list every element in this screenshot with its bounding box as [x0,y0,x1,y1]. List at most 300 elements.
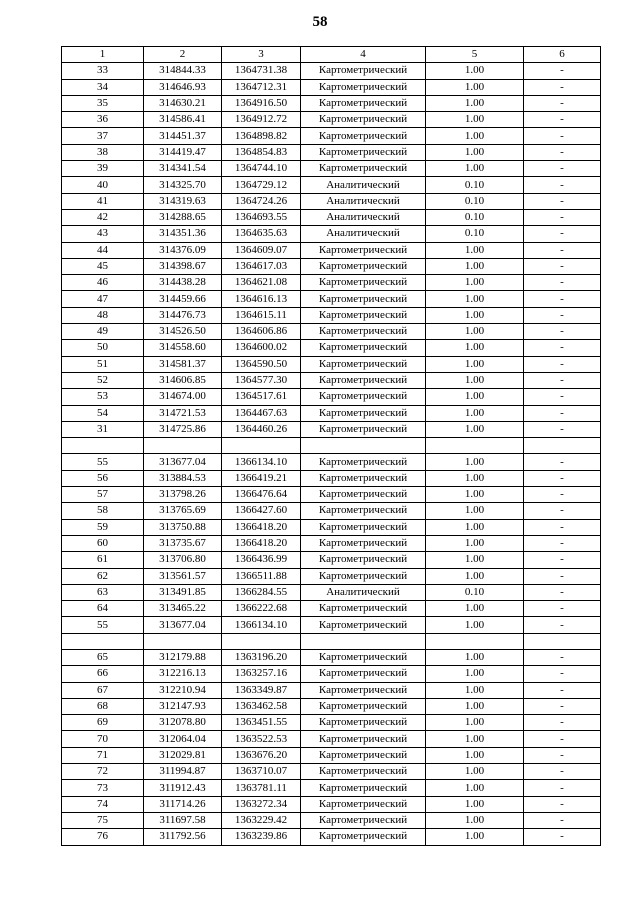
cell-point-number: 48 [62,307,144,323]
cell-note: - [524,584,601,600]
cell-point-number: 35 [62,95,144,111]
cell-accuracy: 1.00 [426,698,524,714]
cell-x-coordinate: 312147.93 [144,698,222,714]
cell-x-coordinate: 314646.93 [144,79,222,95]
cell-note: - [524,275,601,291]
cell-method: Картометрический [301,128,426,144]
table-row [62,161,601,177]
cell-point-number: 33 [62,63,144,79]
header-cell-3: 3 [222,47,301,63]
cell-x-coordinate: 313677.04 [144,617,222,633]
cell-method: Аналитический [301,193,426,209]
cell-point-number: 39 [62,161,144,177]
cell-y-coordinate: 1364606.86 [222,324,301,340]
cell-x-coordinate: 314558.60 [144,340,222,356]
cell-y-coordinate: 1364609.07 [222,242,301,258]
cell-y-coordinate: 1363196.20 [222,649,301,665]
table-row [62,796,601,812]
cell-x-coordinate: 312179.88 [144,649,222,665]
cell-point-number [62,438,144,454]
table-row [62,487,601,503]
cell-y-coordinate: 1366418.20 [222,519,301,535]
cell-accuracy: 0.10 [426,226,524,242]
cell-x-coordinate: 313561.57 [144,568,222,584]
cell-method: Картометрический [301,682,426,698]
table-row [62,144,601,160]
cell-accuracy: 1.00 [426,112,524,128]
cell-x-coordinate: 314674.00 [144,389,222,405]
cell-y-coordinate: 1363451.55 [222,715,301,731]
cell-note: - [524,421,601,437]
table-row [62,470,601,486]
cell-accuracy: 1.00 [426,356,524,372]
cell-note: - [524,307,601,323]
cell-note: - [524,209,601,225]
cell-y-coordinate: 1366418.20 [222,535,301,551]
cell-method: Картометрический [301,649,426,665]
cell-point-number: 53 [62,389,144,405]
cell-accuracy: 0.10 [426,177,524,193]
cell-note: - [524,829,601,845]
cell-method: Картометрический [301,112,426,128]
cell-point-number: 71 [62,747,144,763]
cell-note: - [524,682,601,698]
table-row [62,666,601,682]
cell-y-coordinate: 1364744.10 [222,161,301,177]
table-row [62,812,601,828]
cell-note: - [524,389,601,405]
table-header [62,47,601,63]
cell-x-coordinate: 314438.28 [144,275,222,291]
cell-note: - [524,291,601,307]
cell-method: Картометрический [301,454,426,470]
cell-point-number: 66 [62,666,144,682]
cell-method: Картометрический [301,63,426,79]
cell-x-coordinate: 314725.86 [144,421,222,437]
cell-y-coordinate: 1364724.26 [222,193,301,209]
cell-point-number: 51 [62,356,144,372]
cell-y-coordinate: 1366134.10 [222,454,301,470]
cell-y-coordinate [222,633,301,649]
table-row [62,633,601,649]
cell-accuracy: 1.00 [426,258,524,274]
cell-y-coordinate: 1364577.30 [222,372,301,388]
table-row [62,698,601,714]
cell-accuracy: 0.10 [426,209,524,225]
cell-point-number: 74 [62,796,144,812]
table-row [62,79,601,95]
header-cell-5: 5 [426,47,524,63]
cell-note: - [524,780,601,796]
cell-x-coordinate: 313677.04 [144,454,222,470]
cell-x-coordinate: 314526.50 [144,324,222,340]
cell-point-number: 40 [62,177,144,193]
cell-note: - [524,470,601,486]
cell-x-coordinate: 314376.09 [144,242,222,258]
cell-accuracy: 1.00 [426,470,524,486]
cell-accuracy: 0.10 [426,584,524,600]
cell-method: Картометрический [301,356,426,372]
cell-method: Аналитический [301,209,426,225]
cell-note: - [524,226,601,242]
cell-method: Картометрический [301,503,426,519]
cell-point-number: 65 [62,649,144,665]
table-row [62,519,601,535]
cell-note: - [524,731,601,747]
table-row [62,95,601,111]
cell-accuracy: 1.00 [426,389,524,405]
cell-method: Картометрический [301,372,426,388]
coordinates-table [61,46,601,846]
table-row [62,731,601,747]
cell-point-number: 44 [62,242,144,258]
cell-x-coordinate: 314451.37 [144,128,222,144]
cell-method: Картометрический [301,291,426,307]
cell-y-coordinate: 1364693.55 [222,209,301,225]
cell-x-coordinate: 313884.53 [144,470,222,486]
table-row [62,242,601,258]
cell-x-coordinate: 313765.69 [144,503,222,519]
cell-x-coordinate: 312064.04 [144,731,222,747]
cell-x-coordinate: 313735.67 [144,535,222,551]
cell-accuracy: 1.00 [426,63,524,79]
cell-note: - [524,63,601,79]
cell-method: Картометрический [301,79,426,95]
header-cell-6: 6 [524,47,601,63]
cell-accuracy: 1.00 [426,421,524,437]
cell-accuracy: 1.00 [426,161,524,177]
cell-y-coordinate: 1366427.60 [222,503,301,519]
cell-y-coordinate: 1364854.83 [222,144,301,160]
cell-x-coordinate: 314341.54 [144,161,222,177]
cell-point-number: 75 [62,812,144,828]
cell-point-number: 41 [62,193,144,209]
cell-method [301,438,426,454]
cell-x-coordinate: 314630.21 [144,95,222,111]
cell-accuracy: 1.00 [426,829,524,845]
cell-method: Картометрический [301,829,426,845]
cell-point-number: 59 [62,519,144,535]
cell-note [524,633,601,649]
cell-accuracy: 1.00 [426,617,524,633]
cell-point-number: 54 [62,405,144,421]
cell-method: Картометрический [301,698,426,714]
header-cell-4: 4 [301,47,426,63]
table-row [62,649,601,665]
cell-x-coordinate: 314288.65 [144,209,222,225]
cell-method: Картометрический [301,470,426,486]
cell-note: - [524,812,601,828]
cell-point-number: 60 [62,535,144,551]
cell-note: - [524,764,601,780]
cell-accuracy: 1.00 [426,487,524,503]
cell-x-coordinate: 312210.94 [144,682,222,698]
cell-x-coordinate: 314844.33 [144,63,222,79]
cell-y-coordinate: 1363272.34 [222,796,301,812]
table-row [62,682,601,698]
table-row [62,601,601,617]
cell-x-coordinate: 311697.58 [144,812,222,828]
cell-x-coordinate: 314581.37 [144,356,222,372]
cell-method: Картометрический [301,666,426,682]
cell-method: Картометрический [301,144,426,160]
cell-accuracy: 1.00 [426,519,524,535]
table-row [62,389,601,405]
cell-y-coordinate: 1364517.61 [222,389,301,405]
cell-x-coordinate: 314325.70 [144,177,222,193]
cell-point-number: 55 [62,617,144,633]
table-row [62,584,601,600]
cell-x-coordinate: 314459.66 [144,291,222,307]
table-row [62,258,601,274]
cell-y-coordinate: 1363257.16 [222,666,301,682]
cell-point-number: 70 [62,731,144,747]
cell-y-coordinate: 1364912.72 [222,112,301,128]
cell-y-coordinate: 1366284.55 [222,584,301,600]
cell-note: - [524,454,601,470]
table-row [62,291,601,307]
cell-accuracy: 1.00 [426,291,524,307]
cell-method: Аналитический [301,177,426,193]
cell-accuracy: 1.00 [426,601,524,617]
cell-note: - [524,372,601,388]
cell-x-coordinate: 314398.67 [144,258,222,274]
table-row [62,112,601,128]
cell-y-coordinate: 1364916.50 [222,95,301,111]
cell-point-number: 37 [62,128,144,144]
cell-accuracy: 1.00 [426,715,524,731]
cell-note: - [524,617,601,633]
cell-x-coordinate: 313491.85 [144,584,222,600]
table-row [62,209,601,225]
cell-accuracy: 1.00 [426,454,524,470]
cell-note: - [524,95,601,111]
cell-method: Картометрический [301,796,426,812]
cell-method: Картометрический [301,519,426,535]
header-cell-2: 2 [144,47,222,63]
cell-method: Картометрический [301,307,426,323]
table-row [62,275,601,291]
cell-x-coordinate: 314419.47 [144,144,222,160]
table-row [62,535,601,551]
cell-point-number: 31 [62,421,144,437]
cell-accuracy: 1.00 [426,324,524,340]
cell-y-coordinate: 1364460.26 [222,421,301,437]
cell-point-number: 45 [62,258,144,274]
cell-y-coordinate: 1366134.10 [222,617,301,633]
table-row [62,421,601,437]
cell-accuracy: 1.00 [426,405,524,421]
cell-x-coordinate: 313750.88 [144,519,222,535]
cell-y-coordinate [222,438,301,454]
cell-method: Картометрический [301,258,426,274]
cell-accuracy: 1.00 [426,747,524,763]
cell-accuracy: 1.00 [426,568,524,584]
table-row [62,324,601,340]
cell-method: Картометрический [301,275,426,291]
cell-point-number: 73 [62,780,144,796]
table-row [62,128,601,144]
cell-method: Картометрический [301,161,426,177]
cell-y-coordinate: 1364635.63 [222,226,301,242]
cell-y-coordinate: 1363239.86 [222,829,301,845]
cell-y-coordinate: 1366419.21 [222,470,301,486]
cell-point-number: 34 [62,79,144,95]
cell-y-coordinate: 1364616.13 [222,291,301,307]
cell-point-number: 61 [62,552,144,568]
cell-method: Картометрический [301,487,426,503]
cell-note: - [524,356,601,372]
cell-method: Картометрический [301,324,426,340]
cell-x-coordinate: 312078.80 [144,715,222,731]
cell-method: Картометрический [301,715,426,731]
cell-note: - [524,340,601,356]
table-row [62,63,601,79]
cell-x-coordinate: 314351.36 [144,226,222,242]
cell-note: - [524,666,601,682]
cell-note: - [524,552,601,568]
cell-x-coordinate: 312216.13 [144,666,222,682]
cell-accuracy: 1.00 [426,307,524,323]
table-row [62,568,601,584]
cell-y-coordinate: 1364590.50 [222,356,301,372]
cell-x-coordinate: 311714.26 [144,796,222,812]
cell-note: - [524,487,601,503]
cell-y-coordinate: 1363710.07 [222,764,301,780]
cell-x-coordinate: 313706.80 [144,552,222,568]
cell-x-coordinate: 311912.43 [144,780,222,796]
cell-accuracy [426,438,524,454]
cell-y-coordinate: 1364617.03 [222,258,301,274]
cell-accuracy: 1.00 [426,275,524,291]
cell-method: Картометрический [301,601,426,617]
table-row [62,829,601,845]
cell-x-coordinate: 314586.41 [144,112,222,128]
cell-y-coordinate: 1366222.68 [222,601,301,617]
cell-point-number: 46 [62,275,144,291]
cell-note: - [524,715,601,731]
cell-note: - [524,258,601,274]
cell-note: - [524,568,601,584]
cell-accuracy: 1.00 [426,552,524,568]
cell-point-number: 55 [62,454,144,470]
cell-method: Картометрический [301,242,426,258]
cell-method: Картометрический [301,389,426,405]
cell-point-number: 67 [62,682,144,698]
cell-note: - [524,324,601,340]
cell-accuracy: 1.00 [426,242,524,258]
cell-point-number: 64 [62,601,144,617]
cell-accuracy: 1.00 [426,731,524,747]
cell-accuracy: 1.00 [426,812,524,828]
cell-y-coordinate: 1363676.20 [222,747,301,763]
cell-point-number: 52 [62,372,144,388]
table-row [62,552,601,568]
cell-note: - [524,535,601,551]
cell-point-number: 58 [62,503,144,519]
cell-note: - [524,112,601,128]
table-row [62,503,601,519]
cell-method: Картометрический [301,552,426,568]
cell-point-number [62,633,144,649]
cell-y-coordinate: 1364731.38 [222,63,301,79]
table-row [62,340,601,356]
cell-point-number: 50 [62,340,144,356]
cell-y-coordinate: 1363229.42 [222,812,301,828]
cell-accuracy: 1.00 [426,649,524,665]
cell-point-number: 47 [62,291,144,307]
cell-point-number: 42 [62,209,144,225]
cell-note: - [524,193,601,209]
table-row [62,226,601,242]
cell-y-coordinate: 1364467.63 [222,405,301,421]
cell-y-coordinate: 1366511.88 [222,568,301,584]
cell-accuracy: 1.00 [426,764,524,780]
cell-method: Картометрический [301,764,426,780]
cell-x-coordinate: 314606.85 [144,372,222,388]
cell-method: Картометрический [301,747,426,763]
cell-y-coordinate: 1366476.64 [222,487,301,503]
cell-method: Картометрический [301,780,426,796]
cell-method: Картометрический [301,731,426,747]
cell-accuracy: 1.00 [426,682,524,698]
cell-note: - [524,698,601,714]
cell-method: Картометрический [301,535,426,551]
cell-y-coordinate: 1363462.58 [222,698,301,714]
page-number: 58 [312,14,328,30]
cell-point-number: 43 [62,226,144,242]
cell-point-number: 76 [62,829,144,845]
cell-x-coordinate: 314476.73 [144,307,222,323]
cell-note: - [524,796,601,812]
cell-accuracy [426,633,524,649]
cell-note: - [524,242,601,258]
cell-note: - [524,79,601,95]
cell-y-coordinate: 1363349.87 [222,682,301,698]
table-row [62,438,601,454]
cell-x-coordinate: 311792.56 [144,829,222,845]
cell-y-coordinate: 1364712.31 [222,79,301,95]
cell-method: Картометрический [301,421,426,437]
cell-point-number: 62 [62,568,144,584]
cell-method: Аналитический [301,584,426,600]
header-cell-1: 1 [62,47,144,63]
cell-accuracy: 1.00 [426,796,524,812]
cell-note [524,438,601,454]
cell-note: - [524,503,601,519]
cell-y-coordinate: 1364600.02 [222,340,301,356]
cell-accuracy: 0.10 [426,193,524,209]
cell-note: - [524,747,601,763]
cell-method: Картометрический [301,95,426,111]
cell-point-number: 36 [62,112,144,128]
cell-note: - [524,649,601,665]
cell-x-coordinate: 313798.26 [144,487,222,503]
cell-accuracy: 1.00 [426,372,524,388]
cell-note: - [524,405,601,421]
table-row [62,780,601,796]
cell-note: - [524,177,601,193]
cell-y-coordinate: 1364729.12 [222,177,301,193]
cell-y-coordinate: 1364621.08 [222,275,301,291]
cell-y-coordinate: 1364898.82 [222,128,301,144]
cell-point-number: 63 [62,584,144,600]
cell-point-number: 49 [62,324,144,340]
cell-x-coordinate: 314721.53 [144,405,222,421]
cell-point-number: 38 [62,144,144,160]
cell-method: Картометрический [301,617,426,633]
table-body [62,63,601,845]
